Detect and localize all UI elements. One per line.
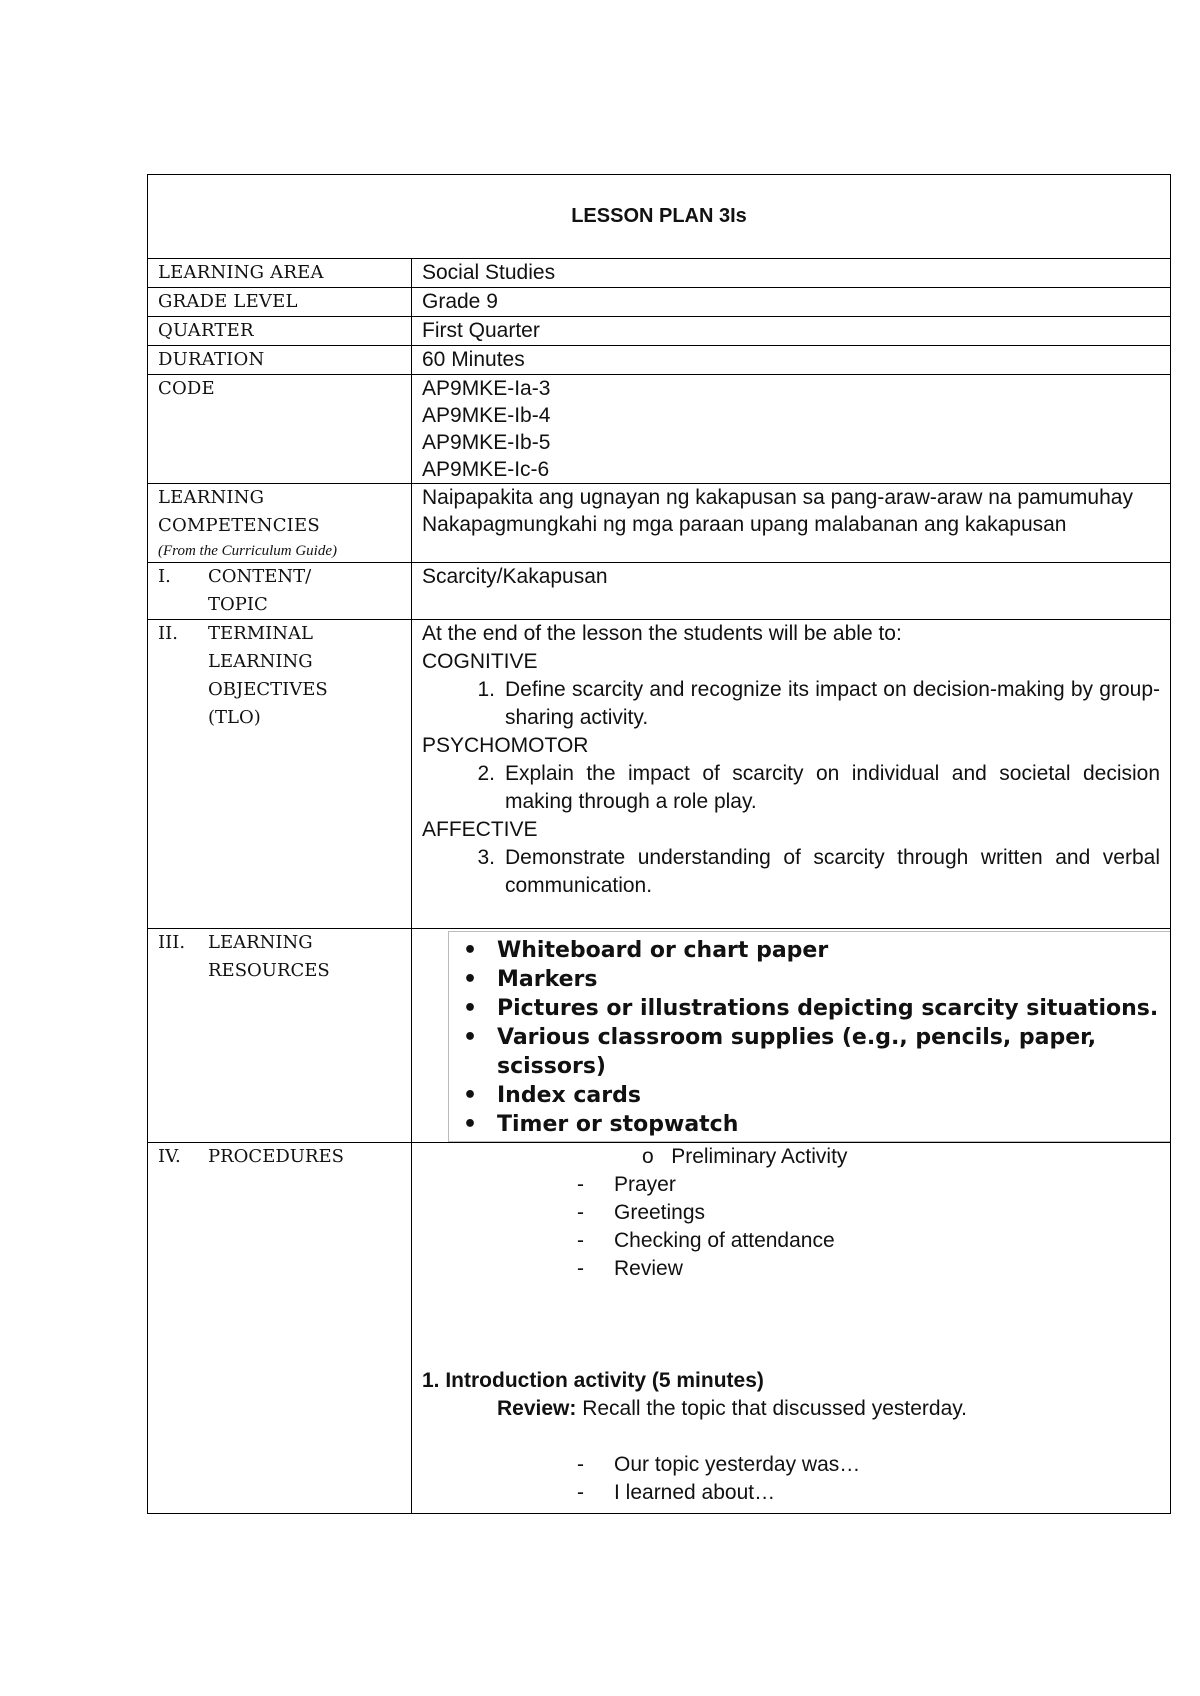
code-label: CODE xyxy=(148,375,412,484)
preliminary-label: Preliminary Activity xyxy=(671,1145,848,1168)
tlo-heading: PSYCHOMOTOR xyxy=(422,734,589,757)
objective-number: 1. xyxy=(477,678,495,701)
competencies-label-line: LEARNING xyxy=(158,487,265,508)
row-learning-area xyxy=(148,259,1171,288)
prompt-item: - Our topic yesterday was… xyxy=(422,1451,1160,1479)
preliminary-item-text: Review xyxy=(614,1257,683,1280)
resources-box xyxy=(448,931,1170,1142)
row-code xyxy=(148,375,1171,484)
resources-label-line: LEARNING xyxy=(208,932,313,953)
preliminary-item-text: Checking of attendance xyxy=(614,1229,835,1252)
grade-level-value: Grade 9 xyxy=(412,288,1171,317)
prompt-text: Our topic yesterday was… xyxy=(614,1453,861,1476)
circle-bullet: o xyxy=(642,1145,654,1168)
code-item: AP9MKE-Ib-4 xyxy=(422,404,551,427)
code-item: AP9MKE-Ia-3 xyxy=(422,377,551,400)
competencies-note: (From the Curriculum Guide) xyxy=(158,543,338,559)
review-label: Review: xyxy=(497,1397,577,1420)
competency-item: Naipapakita ang ugnayan ng kakapusan sa pang-araw-araw na pamumuhay xyxy=(422,486,1133,509)
row-resources xyxy=(148,929,1171,1143)
quarter-value: First Quarter xyxy=(412,317,1171,346)
content-value: Scarcity/Kakapusan xyxy=(412,563,1171,620)
procedures-content xyxy=(412,1143,1171,1514)
grade-level-label: GRADE LEVEL xyxy=(148,288,412,317)
tlo-objective xyxy=(422,844,1160,900)
preliminary-activity xyxy=(422,1143,1160,1171)
content-label-cell xyxy=(148,563,412,620)
objective-text: Define scarcity and recognize its impact on decision-making by group-sharing activity. xyxy=(505,678,1161,729)
lesson-plan-page xyxy=(147,174,1170,1514)
review-line xyxy=(422,1395,1160,1423)
resources-label-cell xyxy=(148,929,412,1143)
section-number: III. xyxy=(158,932,186,953)
row-competencies xyxy=(148,484,1171,563)
competency-item: Nakapagmungkahi ng mga paraan upang malabanan ang kakapusan xyxy=(422,513,1067,536)
preliminary-item-text: Prayer xyxy=(614,1173,676,1196)
objective-number: 3. xyxy=(477,846,495,869)
resource-item: • Markers xyxy=(497,965,1170,994)
resource-item: • Pictures or illustrations depicting scarcity situations. xyxy=(497,994,1170,1023)
row-grade-level xyxy=(148,288,1171,317)
preliminary-item: - Checking of attendance xyxy=(422,1227,1160,1255)
resource-item: • Index cards xyxy=(497,1081,1170,1110)
tlo-intro: At the end of the lesson the students will be able to: xyxy=(422,622,902,645)
competencies-label-cell xyxy=(148,484,412,563)
content-label-line: TOPIC xyxy=(208,594,268,615)
section-number: IV. xyxy=(158,1146,181,1167)
content-label-line: CONTENT/ xyxy=(208,566,312,587)
tlo-heading: AFFECTIVE xyxy=(422,818,538,841)
objective-text: Demonstrate understanding of scarcity through written and verbal communication. xyxy=(505,846,1161,897)
row-content xyxy=(148,563,1171,620)
tlo-label-line: TERMINAL xyxy=(208,623,313,644)
procedures-label: PROCEDURES xyxy=(208,1146,344,1167)
procedures-label-cell xyxy=(148,1143,412,1514)
code-item: AP9MKE-Ic-6 xyxy=(422,458,550,481)
competencies-values xyxy=(412,484,1171,563)
tlo-content xyxy=(412,620,1171,929)
learning-area-value: Social Studies xyxy=(412,259,1171,288)
row-duration xyxy=(148,346,1171,375)
resources-label-line: RESOURCES xyxy=(208,960,330,981)
prompt-item: - I learned about… xyxy=(422,1479,1160,1507)
tlo-heading: COGNITIVE xyxy=(422,650,538,673)
tlo-objective xyxy=(422,760,1160,816)
objective-text: Explain the impact of scarcity on individual and societal decision making through a role play. xyxy=(505,762,1161,813)
resources-content xyxy=(412,929,1171,1143)
code-values xyxy=(412,375,1171,484)
duration-label: DURATION xyxy=(148,346,412,375)
tlo-objective xyxy=(422,676,1160,732)
row-procedures xyxy=(148,1143,1171,1514)
preliminary-item-text: Greetings xyxy=(614,1201,706,1224)
prompt-text: I learned about… xyxy=(614,1481,776,1504)
resource-item: • Whiteboard or chart paper xyxy=(497,936,1170,965)
resource-item: • Various classroom supplies (e.g., pencils, paper, scissors) xyxy=(497,1023,1170,1081)
preliminary-item: - Prayer xyxy=(422,1171,1160,1199)
resource-item: • Timer or stopwatch xyxy=(497,1110,1170,1139)
tlo-label-cell xyxy=(148,620,412,929)
duration-value: 60 Minutes xyxy=(412,346,1171,375)
tlo-label-line: LEARNING xyxy=(208,651,313,672)
lesson-plan-table xyxy=(147,174,1171,1514)
tlo-label-line: (TLO) xyxy=(208,707,261,728)
objective-number: 2. xyxy=(477,762,495,785)
tlo-label-line: OBJECTIVES xyxy=(208,679,328,700)
preliminary-item: - Greetings xyxy=(422,1199,1160,1227)
introduction-heading: 1. Introduction activity (5 minutes) xyxy=(422,1369,764,1392)
resources-list xyxy=(449,936,1170,1139)
section-number: II. xyxy=(158,623,178,644)
preliminary-item: - Review xyxy=(422,1255,1160,1283)
row-tlo xyxy=(148,620,1171,929)
section-number: I. xyxy=(158,566,171,587)
code-item: AP9MKE-Ib-5 xyxy=(422,431,551,454)
row-quarter xyxy=(148,317,1171,346)
review-text: Recall the topic that discussed yesterday. xyxy=(576,1397,968,1420)
lesson-plan-title: LESSON PLAN 3Is xyxy=(148,175,1171,259)
quarter-label: QUARTER xyxy=(148,317,412,346)
competencies-label-line: COMPETENCIES xyxy=(158,515,320,536)
learning-area-label: LEARNING AREA xyxy=(148,259,412,288)
